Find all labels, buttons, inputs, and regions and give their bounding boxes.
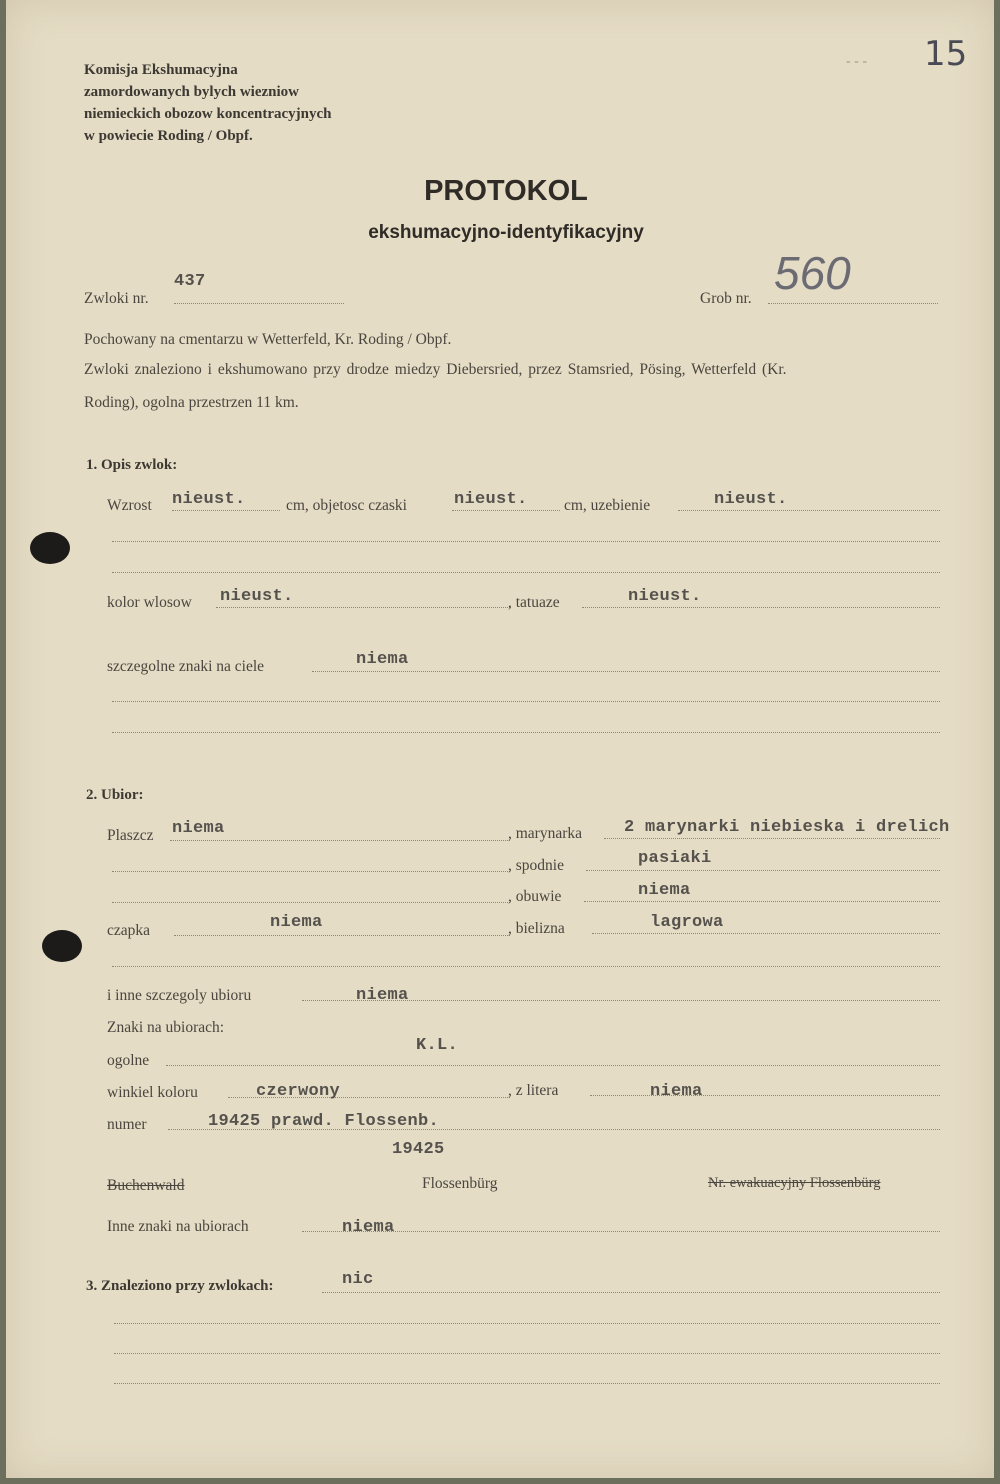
czaszka-value: nieust. [454, 490, 528, 509]
header-line-3: niemieckich obozow koncentracyjnych [84, 106, 332, 122]
marynarka-label: , marynarka [508, 825, 583, 842]
zwloki-value: 437 [174, 272, 206, 291]
zwloki-label: Zwloki nr. [84, 290, 149, 307]
numer-value: 19425 prawd. Flossenb. [208, 1112, 440, 1131]
header-line-1: Komisja Ekshumacyjna [84, 62, 238, 78]
ogolne-label: ogolne [107, 1052, 150, 1069]
obuwie-value: niema [638, 881, 691, 900]
inne-znaki-value: niema [342, 1218, 395, 1237]
intro-line-1: Pochowany na cmentarzu w Wetterfeld, Kr. Roding / Obpf. [84, 331, 452, 348]
plaszcz-label: Plaszcz [107, 827, 154, 844]
header-line-4: w powiecie Roding / Obpf. [84, 128, 253, 144]
ogolne-value: K.L. [416, 1036, 459, 1055]
section3-heading: 3. Znaleziono przy zwlokach: [86, 1278, 274, 1294]
znaki-value: niema [356, 650, 409, 669]
uzebienie-value: nieust. [714, 490, 788, 509]
inne-szczegoly-label: i inne szczegoly ubioru [107, 987, 252, 1004]
znaki-na-ubiorach-heading: Znaki na ubiorach: [107, 1019, 225, 1036]
spodnie-label: , spodnie [508, 857, 564, 874]
nr-ewakuacyjny-label: Nr. ewakuacyjny Flossenbürg [708, 1175, 881, 1191]
wzrost-label: Wzrost [107, 497, 152, 514]
punch-hole-bottom [42, 930, 82, 962]
grob-label: Grob nr. [700, 290, 752, 307]
spodnie-value: pasiaki [638, 849, 712, 868]
winkiel-label: winkiel koloru [107, 1084, 198, 1101]
document-subtitle: ekshumacyjno-identyfikacyjny [368, 222, 644, 243]
inne-znaki-label: Inne znaki na ubiorach [107, 1218, 249, 1235]
grob-value: 560 [774, 247, 851, 299]
wlosy-value: nieust. [220, 587, 294, 606]
plaszcz-value: niema [172, 819, 225, 838]
section3-value: nic [342, 1270, 374, 1289]
buchenwald-label [107, 1177, 184, 1195]
intro-line-2: Zwloki znaleziono i ekshumowano przy drodze miedzy Diebersried, przez Stamsried, Pösing, Wetterfeld (Kr. [84, 361, 787, 378]
litera-label: , z litera [508, 1082, 559, 1099]
buchenwald-text: Buchenwald [107, 1177, 185, 1194]
bielizna-value: lagrowa [650, 913, 724, 932]
numer-value-2: 19425 [392, 1140, 445, 1159]
document-title: PROTOKOL [424, 175, 588, 207]
wzrost-value: nieust. [172, 490, 246, 509]
intro-line-3: Roding), ogolna przestrzen 11 km. [84, 394, 299, 411]
wlosy-label: kolor wlosow [107, 594, 192, 611]
czapka-value: niema [270, 913, 323, 932]
punch-hole-top [30, 532, 70, 564]
section2-heading: 2. Ubior: [86, 787, 144, 803]
document-page [6, 0, 994, 1478]
znaki-label: szczegolne znaki na ciele [107, 658, 265, 675]
czapka-label: czapka [107, 922, 151, 939]
uzebienie-label: cm, uzebienie [564, 497, 651, 514]
obuwie-label: , obuwie [508, 888, 562, 905]
corner-mark: - - - [846, 54, 867, 69]
inne-szczegoly-value: niema [356, 986, 409, 1005]
czaszka-label: cm, objetosc czaski [286, 497, 407, 514]
litera-value: niema [650, 1082, 703, 1101]
header-line-2: zamordowanych bylych wiezniow [84, 84, 299, 100]
winkiel-value: czerwony [256, 1082, 341, 1101]
flossenburg-label: Flossenbürg [422, 1175, 498, 1192]
bielizna-label: , bielizna [508, 920, 565, 937]
tatuaze-value: nieust. [628, 587, 702, 606]
section1-heading: 1. Opis zwlok: [86, 457, 178, 473]
tatuaze-label: , tatuaze [508, 594, 560, 611]
marynarka-value: 2 marynarki niebieska i drelich [624, 818, 950, 837]
numer-label: numer [107, 1116, 147, 1133]
page-number: 15 [924, 34, 968, 74]
